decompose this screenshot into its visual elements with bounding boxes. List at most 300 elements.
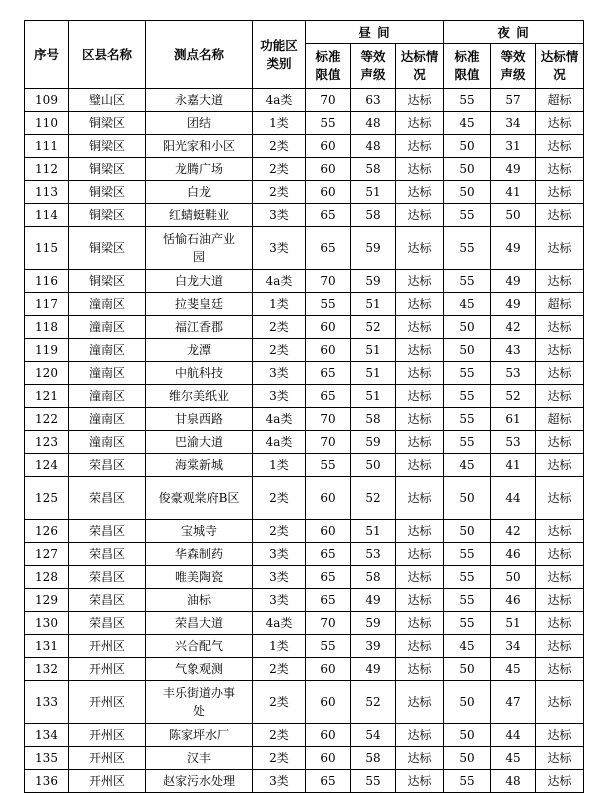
row-day-status: 达标	[396, 339, 444, 362]
row-night-status: 达标	[536, 543, 584, 566]
row-func-area: 3类	[253, 385, 306, 408]
row-night-limit: 50	[444, 477, 491, 520]
row-night-status: 达标	[536, 316, 584, 339]
row-day-status: 达标	[396, 431, 444, 454]
row-day-limit: 60	[306, 658, 351, 681]
table-row	[25, 339, 584, 362]
row-district: 铜梁区	[69, 112, 146, 135]
row-day-level: 53	[351, 543, 396, 566]
row-night-limit: 50	[444, 316, 491, 339]
row-night-limit: 45	[444, 635, 491, 658]
row-site	[146, 362, 253, 385]
row-day-level: 51	[351, 293, 396, 316]
row-day-level: 49	[351, 658, 396, 681]
row-site-text: 恬愉石油产业园	[162, 232, 235, 264]
row-night-limit: 50	[444, 135, 491, 158]
row-night-status: 超标	[536, 408, 584, 431]
row-district: 开州区	[69, 747, 146, 770]
row-night-limit: 55	[444, 227, 491, 270]
header-night-level	[491, 44, 536, 89]
row-district: 荣昌区	[69, 589, 146, 612]
row-func-area: 2类	[253, 316, 306, 339]
row-day-status: 达标	[396, 724, 444, 747]
row-day-limit: 65	[306, 385, 351, 408]
row-day-status: 达标	[396, 566, 444, 589]
row-site	[146, 454, 253, 477]
row-day-status: 达标	[396, 135, 444, 158]
row-night-status: 达标	[536, 612, 584, 635]
row-night-limit: 55	[444, 385, 491, 408]
row-district: 璧山区	[69, 89, 146, 112]
row-night-status: 达标	[536, 589, 584, 612]
row-seq: 111	[25, 135, 69, 158]
row-night-limit: 55	[444, 362, 491, 385]
row-night-level: 43	[491, 339, 536, 362]
row-district: 荣昌区	[69, 454, 146, 477]
row-seq: 127	[25, 543, 69, 566]
row-seq: 109	[25, 89, 69, 112]
row-district: 潼南区	[69, 316, 146, 339]
row-site	[146, 566, 253, 589]
table-row	[25, 408, 584, 431]
row-site-text: 赵家污水处理	[162, 774, 235, 788]
row-night-limit: 50	[444, 658, 491, 681]
row-site-text: 陈家坪水厂	[168, 728, 229, 742]
row-district: 开州区	[69, 724, 146, 747]
row-site-text: 唯美陶瓷	[174, 570, 223, 584]
row-site	[146, 589, 253, 612]
row-site-text: 白龙大道	[174, 274, 223, 288]
row-day-limit: 60	[306, 158, 351, 181]
row-site-text: 红蜻蜓鞋业	[168, 208, 229, 222]
row-func-area: 1类	[253, 454, 306, 477]
table-row	[25, 770, 584, 793]
row-day-status: 达标	[396, 477, 444, 520]
row-night-status: 达标	[536, 477, 584, 520]
row-seq: 125	[25, 477, 69, 520]
row-func-area: 1类	[253, 635, 306, 658]
header-day-level	[351, 44, 396, 89]
row-night-limit: 45	[444, 454, 491, 477]
row-day-status: 达标	[396, 112, 444, 135]
table-row	[25, 520, 584, 543]
row-district: 潼南区	[69, 385, 146, 408]
row-night-level: 34	[491, 635, 536, 658]
table-row	[25, 724, 584, 747]
row-night-status: 达标	[536, 362, 584, 385]
row-day-limit: 55	[306, 635, 351, 658]
row-day-limit: 60	[306, 316, 351, 339]
row-day-limit: 70	[306, 408, 351, 431]
row-site	[146, 658, 253, 681]
row-district: 铜梁区	[69, 158, 146, 181]
table-row	[25, 681, 584, 724]
table-body	[25, 89, 584, 793]
row-day-limit: 60	[306, 520, 351, 543]
row-night-level: 41	[491, 454, 536, 477]
table-row	[25, 270, 584, 293]
row-seq: 117	[25, 293, 69, 316]
row-site-text: 丰乐街道办事处	[162, 686, 235, 718]
row-day-limit: 70	[306, 431, 351, 454]
row-day-limit: 60	[306, 681, 351, 724]
row-day-level: 58	[351, 408, 396, 431]
row-day-limit: 70	[306, 270, 351, 293]
table-row	[25, 431, 584, 454]
row-day-level: 59	[351, 270, 396, 293]
row-night-limit: 55	[444, 589, 491, 612]
row-site-text: 拉斐皇廷	[174, 297, 223, 311]
header-day-status-text: 达标情况	[400, 49, 439, 82]
row-site-text: 海棠新城	[174, 458, 223, 472]
row-site	[146, 293, 253, 316]
row-night-level: 50	[491, 204, 536, 227]
header-seq: 序号	[25, 21, 69, 89]
header-night-limit	[444, 44, 491, 89]
row-site-text: 团结	[186, 116, 211, 130]
row-night-limit: 55	[444, 270, 491, 293]
row-district: 铜梁区	[69, 181, 146, 204]
row-seq: 124	[25, 454, 69, 477]
header-night: 夜 间	[444, 21, 584, 44]
row-site-text: 阳光家和小区	[162, 139, 235, 153]
row-day-status: 达标	[396, 89, 444, 112]
header-night-level-text: 等效声级	[500, 49, 526, 82]
row-night-level: 31	[491, 135, 536, 158]
row-seq: 121	[25, 385, 69, 408]
row-day-level: 51	[351, 520, 396, 543]
row-night-limit: 55	[444, 612, 491, 635]
row-day-level: 58	[351, 158, 396, 181]
row-seq: 128	[25, 566, 69, 589]
table-row	[25, 362, 584, 385]
row-night-status: 达标	[536, 204, 584, 227]
row-day-level: 63	[351, 89, 396, 112]
header-night-limit-text: 标准限值	[454, 49, 480, 82]
row-day-status: 达标	[396, 408, 444, 431]
row-seq: 122	[25, 408, 69, 431]
row-func-area: 2类	[253, 658, 306, 681]
row-night-status: 达标	[536, 158, 584, 181]
row-func-area: 4a类	[253, 89, 306, 112]
row-day-limit: 55	[306, 293, 351, 316]
row-site-text: 中航科技	[174, 366, 223, 380]
row-site-text: 华森制药	[174, 547, 223, 561]
table-row	[25, 135, 584, 158]
noise-monitoring-table	[24, 20, 584, 793]
table-row	[25, 316, 584, 339]
row-func-area: 3类	[253, 362, 306, 385]
row-day-limit: 65	[306, 589, 351, 612]
row-func-area: 3类	[253, 770, 306, 793]
row-night-status: 达标	[536, 681, 584, 724]
row-night-status: 达标	[536, 385, 584, 408]
row-night-level: 45	[491, 747, 536, 770]
row-func-area: 4a类	[253, 408, 306, 431]
row-func-area: 3类	[253, 589, 306, 612]
row-district: 铜梁区	[69, 135, 146, 158]
table-row	[25, 227, 584, 270]
row-day-status: 达标	[396, 385, 444, 408]
row-night-status: 达标	[536, 635, 584, 658]
row-night-level: 49	[491, 227, 536, 270]
row-day-level: 50	[351, 454, 396, 477]
header-day-limit	[306, 44, 351, 89]
row-site	[146, 724, 253, 747]
row-day-status: 达标	[396, 270, 444, 293]
row-func-area: 2类	[253, 477, 306, 520]
row-site-text: 维尔美纸业	[168, 389, 229, 403]
row-seq: 132	[25, 658, 69, 681]
row-site	[146, 316, 253, 339]
header-func-area-text: 功能区类别	[260, 37, 298, 71]
row-district: 潼南区	[69, 293, 146, 316]
row-site	[146, 270, 253, 293]
row-day-level: 58	[351, 566, 396, 589]
row-site	[146, 408, 253, 431]
row-night-status: 达标	[536, 339, 584, 362]
row-func-area: 2类	[253, 181, 306, 204]
row-site	[146, 520, 253, 543]
row-seq: 116	[25, 270, 69, 293]
row-site	[146, 339, 253, 362]
row-district: 潼南区	[69, 362, 146, 385]
row-day-level: 58	[351, 204, 396, 227]
header-day-level-text: 等效声级	[360, 49, 386, 82]
row-site-text: 福江香郡	[174, 320, 223, 334]
table-row	[25, 543, 584, 566]
row-night-level: 48	[491, 770, 536, 793]
table-row	[25, 158, 584, 181]
row-night-status: 达标	[536, 431, 584, 454]
row-day-level: 51	[351, 362, 396, 385]
row-day-limit: 60	[306, 477, 351, 520]
row-night-level: 52	[491, 385, 536, 408]
row-night-status: 超标	[536, 293, 584, 316]
row-func-area: 1类	[253, 293, 306, 316]
row-site	[146, 227, 253, 270]
row-seq: 115	[25, 227, 69, 270]
row-seq: 134	[25, 724, 69, 747]
row-night-level: 42	[491, 520, 536, 543]
row-seq: 112	[25, 158, 69, 181]
row-day-status: 达标	[396, 181, 444, 204]
row-district: 荣昌区	[69, 612, 146, 635]
row-day-level: 52	[351, 681, 396, 724]
row-night-limit: 55	[444, 770, 491, 793]
row-site-text: 甘泉西路	[174, 412, 223, 426]
row-func-area: 3类	[253, 227, 306, 270]
row-night-limit: 50	[444, 724, 491, 747]
row-district: 潼南区	[69, 431, 146, 454]
row-night-level: 45	[491, 658, 536, 681]
table-header	[25, 21, 584, 89]
row-district: 荣昌区	[69, 477, 146, 520]
row-day-limit: 65	[306, 362, 351, 385]
row-day-status: 达标	[396, 158, 444, 181]
row-day-level: 59	[351, 227, 396, 270]
row-func-area: 2类	[253, 339, 306, 362]
row-district: 潼南区	[69, 408, 146, 431]
header-day: 昼 间	[306, 21, 444, 44]
row-site-text: 宝城寺	[180, 524, 217, 538]
row-district: 铜梁区	[69, 227, 146, 270]
table-row	[25, 204, 584, 227]
row-night-limit: 50	[444, 181, 491, 204]
row-night-status: 达标	[536, 770, 584, 793]
row-site	[146, 112, 253, 135]
row-night-level: 50	[491, 566, 536, 589]
header-day-limit-text: 标准限值	[315, 49, 341, 82]
row-site	[146, 135, 253, 158]
row-night-level: 46	[491, 589, 536, 612]
row-district: 荣昌区	[69, 543, 146, 566]
header-night-status-text: 达标情况	[540, 49, 579, 82]
row-func-area: 3类	[253, 204, 306, 227]
row-func-area: 4a类	[253, 270, 306, 293]
row-site	[146, 89, 253, 112]
row-func-area: 4a类	[253, 431, 306, 454]
row-day-level: 51	[351, 385, 396, 408]
row-seq: 130	[25, 612, 69, 635]
row-site	[146, 158, 253, 181]
row-seq: 123	[25, 431, 69, 454]
row-func-area: 2类	[253, 747, 306, 770]
row-day-status: 达标	[396, 635, 444, 658]
table-row	[25, 747, 584, 770]
row-site	[146, 543, 253, 566]
row-site	[146, 385, 253, 408]
table-row	[25, 293, 584, 316]
row-day-level: 48	[351, 135, 396, 158]
row-night-limit: 50	[444, 158, 491, 181]
row-seq: 120	[25, 362, 69, 385]
row-day-limit: 65	[306, 543, 351, 566]
row-seq: 136	[25, 770, 69, 793]
row-func-area: 2类	[253, 135, 306, 158]
row-day-limit: 65	[306, 566, 351, 589]
row-district: 开州区	[69, 635, 146, 658]
row-day-status: 达标	[396, 362, 444, 385]
row-site	[146, 204, 253, 227]
row-night-status: 达标	[536, 747, 584, 770]
row-day-limit: 65	[306, 227, 351, 270]
row-night-status: 达标	[536, 724, 584, 747]
row-day-limit: 70	[306, 89, 351, 112]
row-day-level: 54	[351, 724, 396, 747]
row-night-status: 达标	[536, 520, 584, 543]
row-night-level: 44	[491, 724, 536, 747]
row-site	[146, 747, 253, 770]
row-day-limit: 65	[306, 770, 351, 793]
table-row	[25, 181, 584, 204]
row-day-limit: 55	[306, 112, 351, 135]
header-day-status	[396, 44, 444, 89]
row-func-area: 2类	[253, 681, 306, 724]
row-day-status: 达标	[396, 681, 444, 724]
row-night-level: 49	[491, 158, 536, 181]
row-night-limit: 55	[444, 204, 491, 227]
row-day-level: 49	[351, 589, 396, 612]
row-day-limit: 60	[306, 181, 351, 204]
row-site-text: 汉丰	[186, 751, 211, 765]
row-day-status: 达标	[396, 612, 444, 635]
header-site: 测点名称	[146, 21, 253, 89]
row-day-limit: 70	[306, 612, 351, 635]
row-day-limit: 55	[306, 454, 351, 477]
row-day-status: 达标	[396, 454, 444, 477]
row-night-status: 超标	[536, 89, 584, 112]
row-night-level: 34	[491, 112, 536, 135]
row-day-level: 52	[351, 477, 396, 520]
row-day-level: 58	[351, 747, 396, 770]
row-day-status: 达标	[396, 316, 444, 339]
row-day-level: 55	[351, 770, 396, 793]
row-night-limit: 55	[444, 431, 491, 454]
row-district: 潼南区	[69, 339, 146, 362]
row-day-status: 达标	[396, 589, 444, 612]
row-func-area: 2类	[253, 158, 306, 181]
row-district: 开州区	[69, 770, 146, 793]
row-seq: 133	[25, 681, 69, 724]
row-day-status: 达标	[396, 204, 444, 227]
row-site-text: 龙潭	[186, 343, 211, 357]
row-night-status: 达标	[536, 135, 584, 158]
row-night-status: 达标	[536, 181, 584, 204]
row-day-level: 59	[351, 612, 396, 635]
row-seq: 126	[25, 520, 69, 543]
row-night-level: 49	[491, 293, 536, 316]
row-seq: 135	[25, 747, 69, 770]
row-night-limit: 55	[444, 566, 491, 589]
row-day-status: 达标	[396, 770, 444, 793]
row-seq: 119	[25, 339, 69, 362]
row-func-area: 4a类	[253, 612, 306, 635]
row-night-limit: 55	[444, 543, 491, 566]
row-site-text: 荣昌大道	[174, 616, 223, 630]
row-night-level: 61	[491, 408, 536, 431]
row-night-level: 49	[491, 270, 536, 293]
row-night-status: 达标	[536, 454, 584, 477]
row-day-status: 达标	[396, 747, 444, 770]
row-seq: 118	[25, 316, 69, 339]
row-night-level: 53	[491, 362, 536, 385]
row-night-status: 达标	[536, 227, 584, 270]
row-district: 荣昌区	[69, 520, 146, 543]
row-night-status: 达标	[536, 566, 584, 589]
row-district: 荣昌区	[69, 566, 146, 589]
row-day-level: 51	[351, 339, 396, 362]
row-night-level: 47	[491, 681, 536, 724]
row-night-level: 41	[491, 181, 536, 204]
row-night-level: 44	[491, 477, 536, 520]
row-night-limit: 50	[444, 747, 491, 770]
header-night-status	[536, 44, 584, 89]
row-func-area: 1类	[253, 112, 306, 135]
row-site-text: 油标	[186, 593, 211, 607]
row-day-level: 48	[351, 112, 396, 135]
row-seq: 110	[25, 112, 69, 135]
row-func-area: 2类	[253, 520, 306, 543]
table-row	[25, 477, 584, 520]
row-day-level: 59	[351, 431, 396, 454]
header-func-area	[253, 21, 306, 89]
table-row	[25, 635, 584, 658]
row-day-limit: 60	[306, 135, 351, 158]
row-day-status: 达标	[396, 520, 444, 543]
table-row	[25, 589, 584, 612]
row-func-area: 3类	[253, 566, 306, 589]
